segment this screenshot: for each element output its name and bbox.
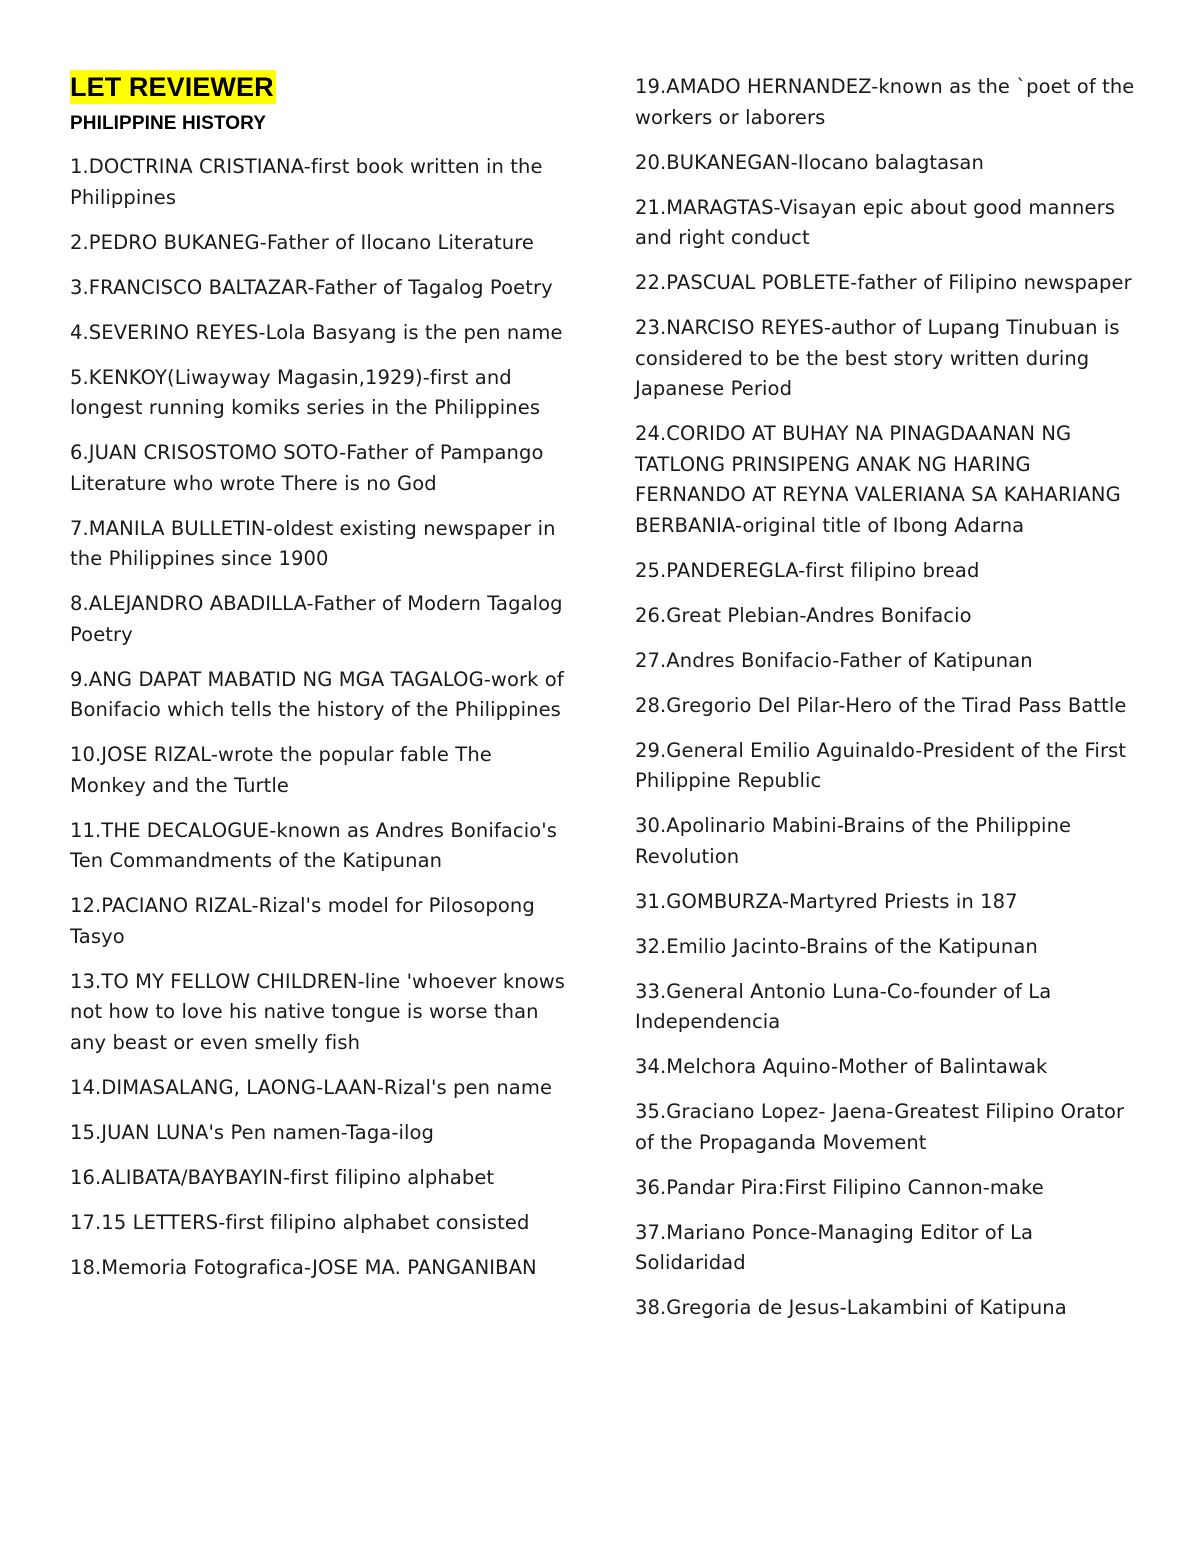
list-item: 23.NARCISO REYES-author of Lupang Tinubuan is considered to be the best story written during Japanese Period [635,316,1120,400]
list-item: 27.Andres Bonifacio-Father of Katipunan [635,648,1033,672]
list-item: 18.Memoria Fotografica-JOSE MA. PANGANIBAN [70,1255,537,1279]
list-item: 16.ALIBATA/BAYBAYIN-first filipino alphabet [70,1165,495,1189]
right-item-list [635,72,1135,1324]
list-item: 3.FRANCISCO BALTAZAR-Father of Tagalog Poetry [70,275,553,299]
list-item: 6.JUAN CRISOSTOMO SOTO-Father of Pampango Literature who wrote There is no God [70,441,544,495]
document-title: LET REVIEWER [70,72,274,102]
list-item: 11.THE DECALOGUE-known as Andres Bonifacio's Ten Commandments of the Katipunan [70,818,557,872]
list-item: 26.Great Plebian-Andres Bonifacio [635,603,972,627]
list-item: 1.DOCTRINA CRISTIANA-first book written in the Philippines [70,155,543,209]
list-item: 31.GOMBURZA-Martyred Priests in 187 [635,889,1018,913]
list-item: 33.General Antonio Luna-Co-founder of La Independencia [635,979,1052,1033]
list-item: 22.PASCUAL POBLETE-father of Filipino newspaper [635,271,1132,294]
list-item: 38.Gregoria de Jesus-Lakambini of Katipuna [635,1296,1067,1319]
list-item: 37.Mariano Ponce-Managing Editor of La Solidaridad [635,1220,1034,1274]
list-item: 12.PACIANO RIZAL-Rizal's model for Pilosopong Tasyo [70,894,535,948]
list-item: 17.15 LETTERS-first filipino alphabet consisted [70,1210,530,1234]
list-item: 34.Melchora Aquino-Mother of Balintawak [635,1055,1048,1078]
list-item: 24.CORIDO AT BUHAY NA PINAGDAANAN NG TATLONG PRINSIPENG ANAK NG HARING FERNANDO AT REYNA VALERIANA SA KAHARIANG BERBANIA-original title of Ibong Adarna [635,422,1121,537]
list-item: 7.MANILA BULLETIN-oldest existing newspaper in the Philippines since 1900 [70,516,556,570]
section-heading: PHILIPPINE HISTORY [70,113,267,134]
left-item-list [70,152,570,1283]
list-item: 29.General Emilio Aguinaldo-President of the First Philippine Republic [635,738,1127,792]
list-item: 15.JUAN LUNA's Pen namen-Taga-ilog [70,1120,435,1144]
list-item: 13.TO MY FELLOW CHILDREN-line 'whoever knows not how to love his native tongue is worse than any beast or even smelly fish [70,969,566,1054]
list-item: 35.Graciano Lopez- Jaena-Greatest Filipino Orator of the Propaganda Movement [635,1100,1125,1154]
list-item: 14.DIMASALANG, LAONG-LAAN-Rizal's pen name [70,1075,553,1099]
list-item: 19.AMADO HERNANDEZ-known as the `poet of the workers or laborers [635,75,1135,129]
list-item: 8.ALEJANDRO ABADILLA-Father of Modern Tagalog Poetry [70,592,563,646]
list-item: 9.ANG DAPAT MABATID NG MGA TAGALOG-work of Bonifacio which tells the history of the Philippines [70,667,564,721]
list-item: 2.PEDRO BUKANEG-Father of Ilocano Literature [70,230,535,254]
list-item: 28.Gregorio Del Pilar-Hero of the Tirad Pass Battle [635,693,1127,717]
list-item: 32.Emilio Jacinto-Brains of the Katipunan [635,934,1038,958]
list-item: 5.KENKOY(Liwayway Magasin,1929)-first and longest running komiks series in the Philippines [70,365,541,419]
list-item: 25.PANDEREGLA-first filipino bread [635,558,980,582]
right-column [635,72,1135,1338]
list-item: 20.BUKANEGAN-Ilocano balagtasan [635,150,984,174]
left-column [70,70,570,1298]
list-item: 36.Pandar Pira:First Filipino Cannon-make [635,1175,1044,1199]
list-item: 4.SEVERINO REYES-Lola Basyang is the pen name [70,320,563,344]
list-item: 30.Apolinario Mabini-Brains of the Philippine Revolution [635,814,1072,868]
list-item: 21.MARAGTAS-Visayan epic about good manners and right conduct [635,195,1115,249]
list-item: 10.JOSE RIZAL-wrote the popular fable The Monkey and the Turtle [70,743,492,797]
